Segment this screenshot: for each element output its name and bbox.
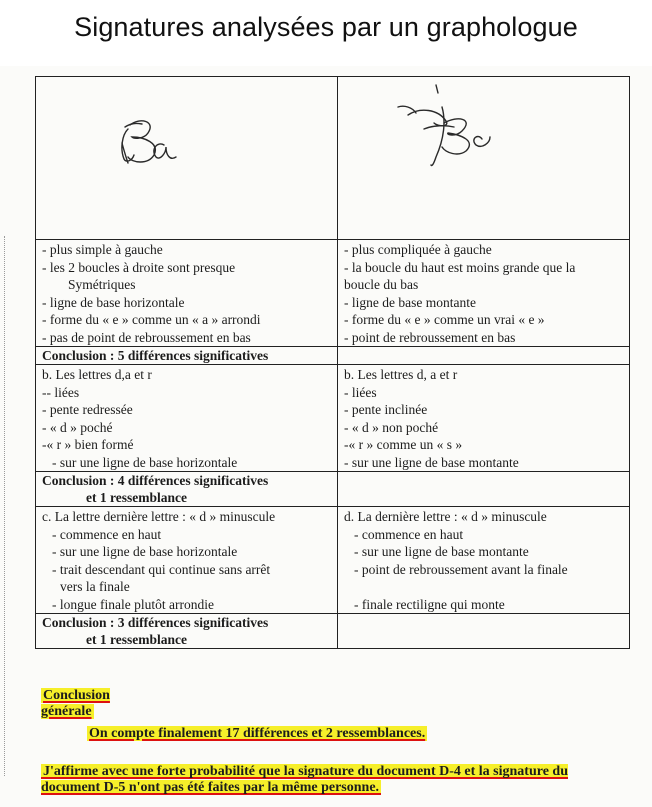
list-item: -« r » comme un « s » (344, 437, 463, 452)
list-item: c. La lettre dernière lettre : « d » minuscule (42, 509, 276, 524)
conclusion-text: Conclusion : 4 différences significatives (42, 473, 269, 488)
signature-row (36, 77, 630, 240)
list-item: - pente redressée (42, 402, 133, 417)
list-item: - commence en haut (354, 526, 464, 542)
list-item: - sur une ligne de base horizontale (52, 454, 238, 470)
list-item: - commence en haut (52, 526, 162, 542)
conclusion-b-right (338, 472, 630, 507)
list-item: -- liées (42, 384, 80, 400)
list-item: - plus compliquée à gauche (344, 242, 492, 257)
conclusion-c-right (338, 614, 630, 649)
conclusion-text: Conclusion : 3 différences significatives (42, 615, 269, 630)
list-item: - pente inclinée (344, 402, 428, 417)
list-item: - point de rebroussement avant la finale (354, 561, 568, 577)
list-item: - la boucle du haut est moins grande que la (344, 259, 576, 275)
conclusion-text: Conclusion : 5 différences significatives (42, 348, 269, 363)
analysis-table (35, 76, 630, 649)
section-b-right (338, 365, 630, 472)
signature-right-cell (338, 77, 630, 240)
section-c-left (36, 507, 338, 614)
list-item: vers la finale (60, 579, 130, 594)
list-item: d. La dernière lettre : « d » minuscule (344, 509, 547, 524)
conclusion-a-right (338, 347, 630, 365)
list-item: - longue finale plutôt arrondie (52, 596, 214, 612)
section-a-right (338, 240, 630, 347)
list-item: - trait descendant qui continue sans arrêt (52, 561, 271, 577)
signature-be-image (338, 77, 628, 240)
section-c-right (338, 507, 630, 614)
list-item: - pas de point de rebroussement en bas (42, 329, 251, 345)
list-item: - plus simple à gauche (42, 242, 163, 257)
page-title: Signatures analysées par un graphologue (74, 12, 578, 42)
list-item: b. Les lettres d,a et r (42, 367, 152, 382)
affirmation-text: J'affirme avec une forte probabilité que la signature du document D-4 et la signature du document D-5 n'ont pas été faites par la même personne. (41, 764, 568, 795)
list-item: - point de rebroussement en bas (344, 329, 516, 345)
list-item: - ligne de base horizontale (42, 294, 185, 310)
signature-left-cell (36, 77, 338, 240)
conclusion-b-left (36, 472, 338, 507)
conclusion-text: et 1 ressemblance (86, 632, 187, 647)
list-item: - « d » poché (42, 419, 113, 435)
conclusion-c-left (36, 614, 338, 649)
signature-ba-image (36, 77, 336, 240)
list-item: - sur une ligne de base montante (354, 544, 529, 559)
list-item: - sur une ligne de base montante (344, 454, 519, 470)
list-item: - les 2 boucles à droite sont presque (42, 259, 236, 275)
conclusion-text: et 1 ressemblance (86, 490, 187, 505)
conclusion-a-row (36, 347, 630, 365)
list-item (344, 578, 624, 596)
list-item: - finale rectiligne qui monte (354, 596, 505, 612)
section-b-row (36, 365, 630, 472)
list-item: - ligne de base montante (344, 294, 476, 310)
general-conclusion-title: Conclusion générale (41, 688, 110, 719)
list-item: - forme du « e » comme un « a » arrondi (42, 312, 261, 327)
list-item: b. Les lettres d, a et r (344, 367, 458, 382)
conclusion-b-row (36, 472, 630, 507)
differences-count-text: On compte finalement 17 différences et 2 ressemblances. (89, 726, 426, 741)
section-a-row (36, 240, 630, 347)
list-item: - liées (344, 384, 377, 400)
section-b-left (36, 365, 338, 472)
list-item: -« r » bien formé (42, 437, 134, 452)
list-item: Symétriques (68, 277, 136, 292)
list-item: - sur une ligne de base horizontale (52, 544, 238, 559)
list-item: - « d » non poché (344, 419, 439, 435)
section-a-left (36, 240, 338, 347)
conclusion-a-left (36, 347, 338, 365)
list-item: - forme du « e » comme un vrai « e » (344, 312, 545, 327)
section-c-row (36, 507, 630, 614)
list-item: boucle du bas (344, 277, 419, 292)
scan-margin-dots (4, 236, 5, 776)
conclusion-c-row (36, 614, 630, 649)
